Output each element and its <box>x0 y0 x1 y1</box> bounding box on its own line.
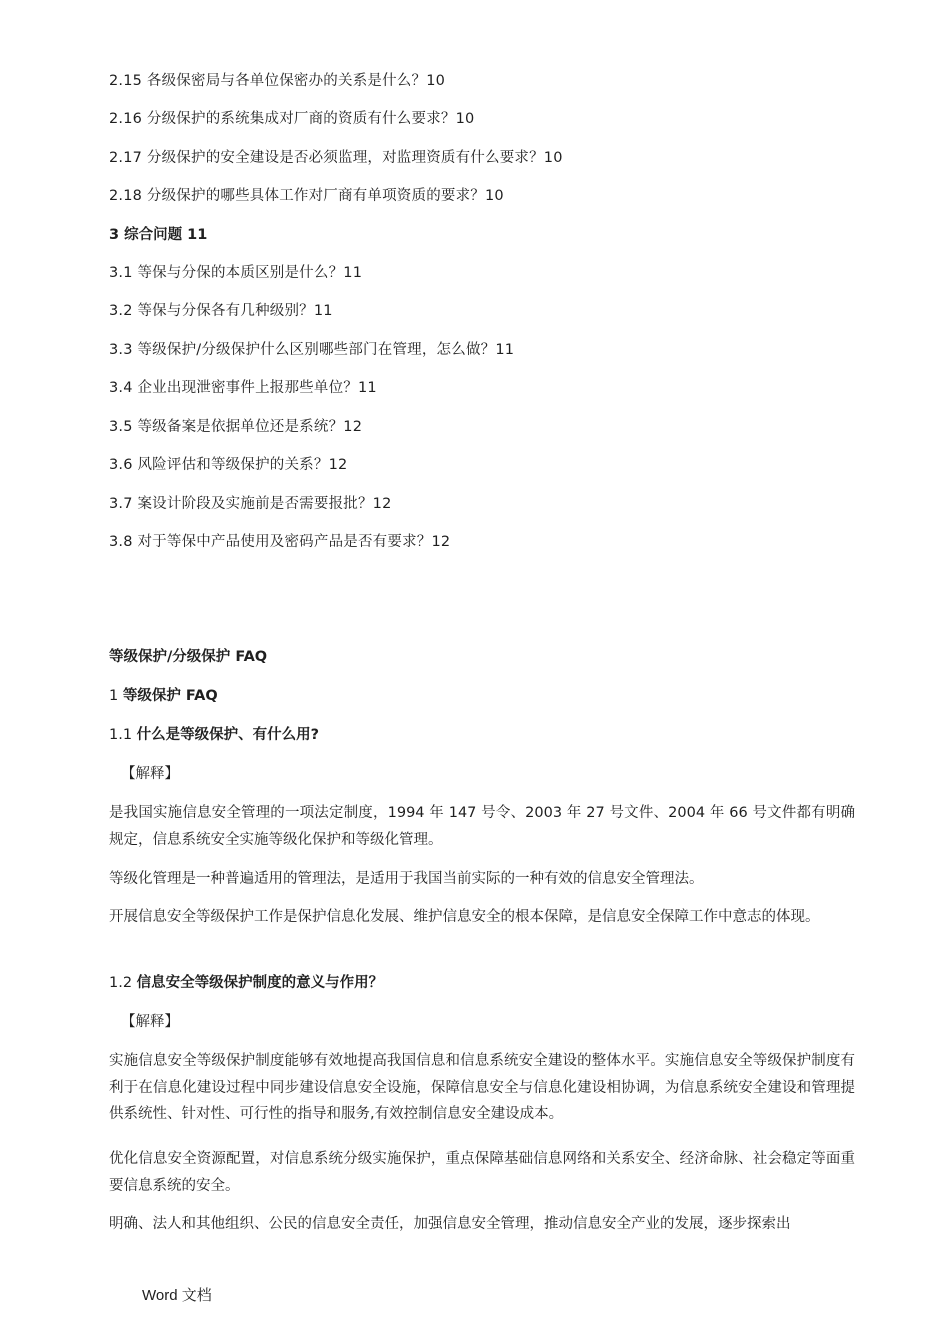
toc-item: 2.15 各级保密局与各单位保密办的关系是什么？10 <box>109 73 446 89</box>
paragraph: 实施信息安全等级保护制度能够有效地提高我国信息和信息系统安全建设的整体水平。实施信息安全等级保护制度有利于在信息化建设过程中同步建设信息安全设施，保障信息安全与信息化建设相协调，为信息系统安全建设和管理提供系统性、针对性、可行性的指导和服务,有效控制信息安全建设成本。 <box>109 1053 855 1122</box>
explanation-label: 【解释】 <box>121 766 179 782</box>
toc-item: 2.16 分级保护的系统集成对厂商的资质有什么要求？10 <box>109 111 475 127</box>
question-title: 信息安全等级保护制度的意义与作用？ <box>136 975 384 991</box>
question-title: 什么是等级保护、有什么用? <box>136 727 320 743</box>
question-heading <box>109 973 383 993</box>
toc-item: 2.18 分级保护的哪些具体工作对厂商有单项资质的要求？10 <box>109 188 504 204</box>
chapter-heading <box>109 686 218 706</box>
chapter-title: 等级保护 FAQ <box>122 688 218 704</box>
toc-item: 3.6 风险评估和等级保护的关系？12 <box>109 457 348 473</box>
paragraph: 开展信息安全等级保护工作是保护信息化发展、维护信息安全的根本保障，是信息安全保障工作中意志的体现。 <box>109 909 820 925</box>
toc-item: 3.1 等保与分保的本质区别是什么？11 <box>109 265 363 281</box>
chapter-number: 1 <box>109 688 119 704</box>
paragraph: 明确、法人和其他组织、公民的信息安全责任，加强信息安全管理，推动信息安全产业的发展，逐步探索出 <box>109 1216 791 1232</box>
document-title: 等级保护/分级保护 FAQ <box>109 649 268 665</box>
toc-item: 3.3 等级保护/分级保护什么区别哪些部门在管理，怎么做？11 <box>109 342 515 358</box>
paragraph: 是我国实施信息安全管理的一项法定制度，1994 年 147 号令、2003 年 27 号文件、2004 年 66 号文件都有明确规定，信息系统安全实施等级化保护和等级化管理。 <box>109 805 855 848</box>
paragraph: 等级化管理是一种普遍适用的管理法，是适用于我国当前实际的一种有效的信息安全管理法。 <box>109 871 704 887</box>
explanation-label: 【解释】 <box>121 1014 179 1030</box>
toc-item: 3.5 等级备案是依据单位还是系统？12 <box>109 419 363 435</box>
toc-item: 3.4 企业出现泄密事件上报那些单位？11 <box>109 380 377 396</box>
question-number: 1.2 <box>109 975 133 991</box>
toc-section-heading: 3 综合问题 11 <box>109 227 208 243</box>
paragraph: 优化信息安全资源配置，对信息系统分级实施保护，重点保障基础信息网络和关系安全、经济命脉、社会稳定等面重要信息系统的安全。 <box>109 1151 855 1194</box>
question-number: 1.1 <box>109 727 133 743</box>
toc-item: 2.17 分级保护的安全建设是否必须监理，对监理资质有什么要求？10 <box>109 150 563 166</box>
footer-label: Word 文档 <box>142 1287 212 1304</box>
question-heading <box>109 725 319 745</box>
toc-item: 3.2 等保与分保各有几种级别？11 <box>109 303 333 319</box>
toc-item: 3.8 对于等保中产品使用及密码产品是否有要求？12 <box>109 534 451 550</box>
toc-item: 3.7 案设计阶段及实施前是否需要报批？12 <box>109 496 392 512</box>
